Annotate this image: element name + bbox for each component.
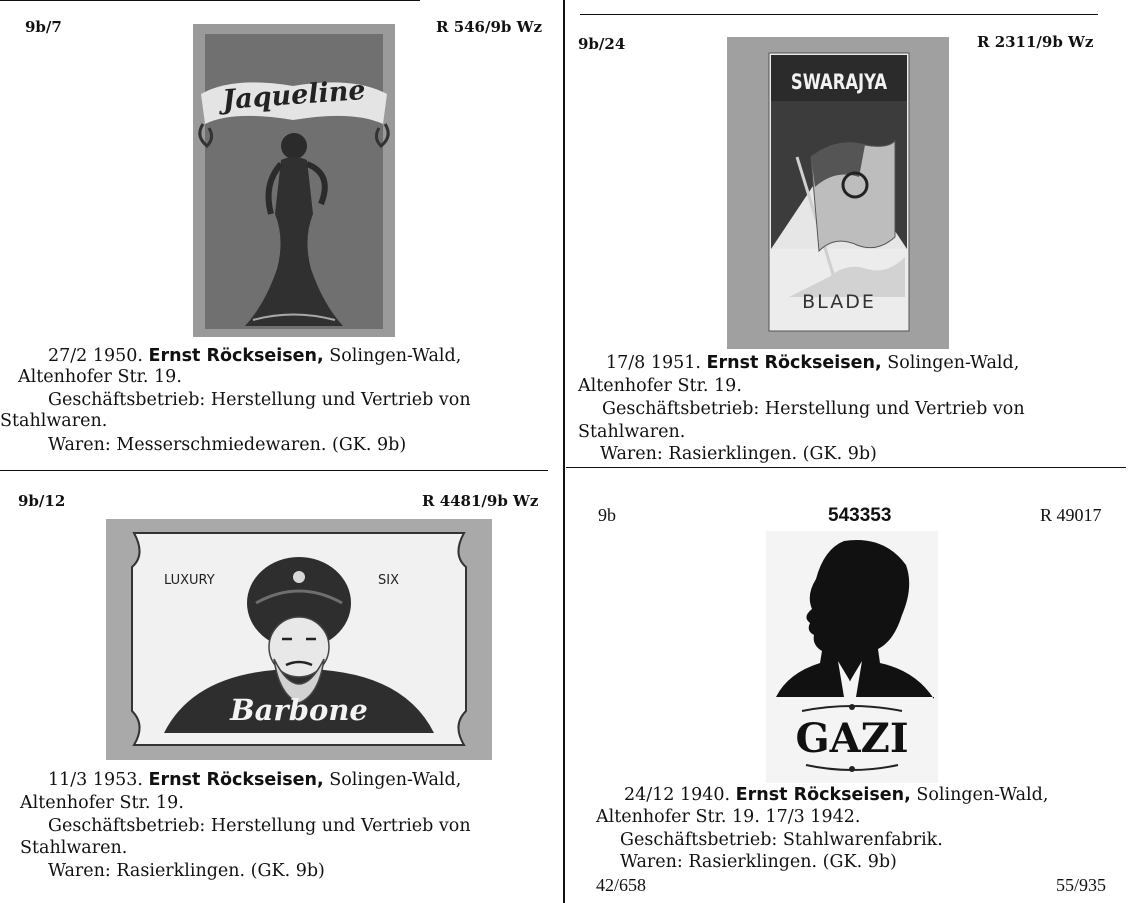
owner-name: Ernst Röckseisen, (148, 346, 324, 366)
business-line-1: Geschäftsbetrieb: Herstellung und Vertrieb von (602, 399, 1025, 419)
entry-line-1 (578, 353, 1019, 374)
owner-place: Solingen-Wald, (887, 353, 1020, 373)
brand-text: SWARAJYA (790, 70, 888, 94)
business-line: Geschäftsbetrieb: Stahlwarenfabrik. (620, 830, 943, 850)
filing-date: 17/8 1951. (606, 353, 701, 373)
owner-street: Altenhofer Str. 19. (18, 367, 182, 387)
business-line-2: Stahlwaren. (0, 411, 108, 431)
class-number: 9b/24 (578, 35, 626, 53)
jaqueline-emblem-icon (193, 24, 395, 337)
business-line-1: Geschäftsbetrieb: Herstellung und Vertrieb von (48, 816, 471, 836)
brand-subtext: BLADE (802, 291, 876, 313)
registration-number: R 2311/9b Wz (977, 33, 1094, 51)
goods-line: Waren: Rasierklingen. (GK. 9b) (620, 852, 897, 872)
owner-name: Ernst Röckseisen, (148, 770, 324, 790)
brand-text: GAZI (795, 715, 909, 762)
trademark-logo-gazi (766, 531, 938, 783)
filing-date: 27/2 1950. (48, 346, 143, 366)
trademark-logo-jaqueline (193, 24, 395, 337)
label-left: LUXURY (164, 573, 215, 588)
owner-place: Solingen-Wald, (329, 770, 462, 790)
owner-street: Altenhofer Str. 19. 17/3 1942. (596, 807, 861, 827)
registration-number: R 4481/9b Wz (422, 492, 539, 510)
brand-text: Barbone (230, 693, 368, 727)
goods-line: Waren: Rasierklingen. (GK. 9b) (600, 444, 877, 464)
goods-line: Waren: Rasierklingen. (GK. 9b) (48, 861, 325, 881)
divider-right (566, 467, 1126, 468)
filing-date: 24/12 1940. (624, 785, 731, 805)
filing-date: 11/3 1953. (48, 770, 143, 790)
divider-left (0, 470, 548, 471)
trademark-logo-swarajya (727, 37, 949, 349)
registration-number: R 49017 (1040, 505, 1102, 525)
page-reference-right: 55/935 (1056, 875, 1107, 895)
owner-place: Solingen-Wald, (329, 346, 462, 366)
owner-name: Ernst Röckseisen, (706, 353, 882, 373)
business-line-1: Geschäftsbetrieb: Herstellung und Vertrieb von (48, 390, 471, 410)
entry-line-1 (20, 770, 461, 791)
top-rule-left (0, 0, 420, 1)
registration-number: R 546/9b Wz (436, 18, 542, 36)
owner-street: Altenhofer Str. 19. (578, 376, 742, 396)
brand-text: Jaqueline (221, 75, 367, 116)
entry-line-1 (596, 785, 1048, 806)
trademark-logo-barbone (106, 519, 492, 760)
class-number: 9b/12 (18, 492, 66, 510)
column-divider (563, 0, 565, 903)
page-reference-left: 42/658 (596, 875, 647, 895)
class-number: 9b (598, 505, 616, 525)
business-line-2: Stahlwaren. (578, 422, 686, 442)
entry-line-1 (20, 346, 461, 367)
label-right: SIX (378, 573, 399, 588)
owner-street: Altenhofer Str. 19. (20, 793, 184, 813)
goods-line: Waren: Messerschmiedewaren. (GK. 9b) (48, 435, 407, 455)
class-number: 9b/7 (25, 18, 62, 36)
owner-name: Ernst Röckseisen, (735, 785, 911, 805)
business-line-2: Stahlwaren. (20, 838, 128, 858)
registration-serial: 543353 (828, 505, 892, 526)
top-rule-right (580, 14, 1098, 15)
owner-place: Solingen-Wald, (916, 785, 1049, 805)
